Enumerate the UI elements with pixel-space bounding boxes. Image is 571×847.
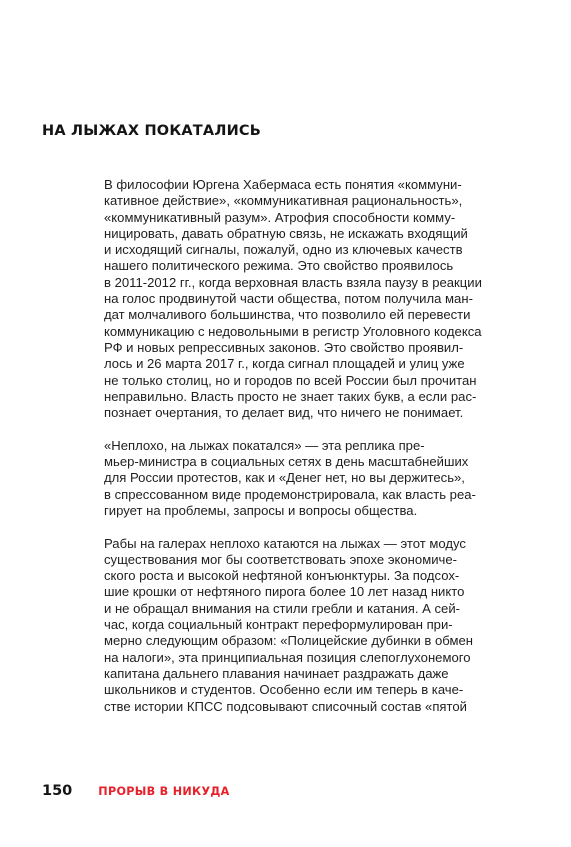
text-line: школьников и студентов. Особенно если им теперь в каче- <box>104 682 464 698</box>
text-line: неправильно. Власть просто не знает таких букв, а если рас- <box>104 388 477 404</box>
text-line: познает очертания, то делает вид, что ничего не понимает. <box>104 405 464 421</box>
text-line: стве истории КПСС подсовывают списочный состав «пятой <box>104 698 467 714</box>
text-line: лось и 26 марта 2017 г., когда сигнал площадей и улиц уже <box>104 356 465 372</box>
text-line: на налоги», эта принципиальная позиция слепоглухонемого <box>104 649 471 665</box>
text-line: час, когда социальный контракт переформулирован при- <box>104 617 453 633</box>
text-line: существования мог бы соответствовать эпохе экономиче- <box>104 551 457 567</box>
text-line: ского роста и высокой нефтяной конъюнктуры. За подсох- <box>104 568 460 584</box>
page-number: 150 <box>42 783 73 799</box>
text-line: ницировать, давать обратную связь, не искажать входящий <box>104 225 468 241</box>
text-line: в спрессованном виде продемонстрировала, как власть реа- <box>104 486 476 502</box>
text-line: Рабы на галерах неплохо катаются на лыжах — этот модус <box>104 535 466 551</box>
text-line: гирует на проблемы, запросы и вопросы общества. <box>104 502 418 518</box>
text-line: дат молчаливого большинства, что позволило ей перевести <box>104 307 471 323</box>
paragraph-1 <box>104 177 488 421</box>
text-line: В философии Юргена Хабермаса есть понятия «коммуни- <box>104 177 462 192</box>
text-line: мьер-министра в социальных сетях в день масштабнейших <box>104 454 469 470</box>
text-line: на голос продвинутой части общества, потом получила ман- <box>104 291 473 307</box>
text-line: мерно следующим образом: «Полицейские дубинки в обмен <box>104 633 474 649</box>
text-line: кативное действие», «коммуникативная рациональность», <box>104 193 463 209</box>
text-line: нашего политического режима. Это свойство проявилось <box>104 258 454 274</box>
paragraph-3 <box>104 536 488 715</box>
body-text <box>104 177 488 731</box>
running-title: ПРОРЫВ В НИКУДА <box>98 785 230 798</box>
text-line: РФ и новых репрессивных законов. Это свойство проявил- <box>104 339 464 355</box>
page-footer <box>42 782 230 798</box>
text-line: шие крошки от нефтяного пирога более 10 лет назад никто <box>104 584 465 600</box>
text-line: коммуникацию с недовольными в регистр Уголовного кодекса <box>104 323 482 339</box>
paragraph-2 <box>104 438 488 519</box>
text-line: «коммуникативный разум». Атрофия способности комму- <box>104 209 456 225</box>
chapter-title: НА ЛЫЖАХ ПОКАТАЛИСЬ <box>42 123 261 139</box>
text-line: капитана дальнего плавания начинает раздражать даже <box>104 665 449 681</box>
text-line: «Неплохо, на лыжах покатался» — эта реплика пре- <box>104 437 425 453</box>
text-line: в 2011-2012 гг., когда верховная власть взяла паузу в реакции <box>104 274 482 290</box>
text-line: и исходящий сигналы, пожалуй, одно из ключевых качеств <box>104 242 463 258</box>
text-line: не только столиц, но и городов по всей России был прочитан <box>104 372 477 388</box>
text-line: и не обращал внимания на стили гребли и катания. А сей- <box>104 600 461 616</box>
text-line: для России протестов, как и «Денег нет, но вы держитесь», <box>104 470 465 486</box>
